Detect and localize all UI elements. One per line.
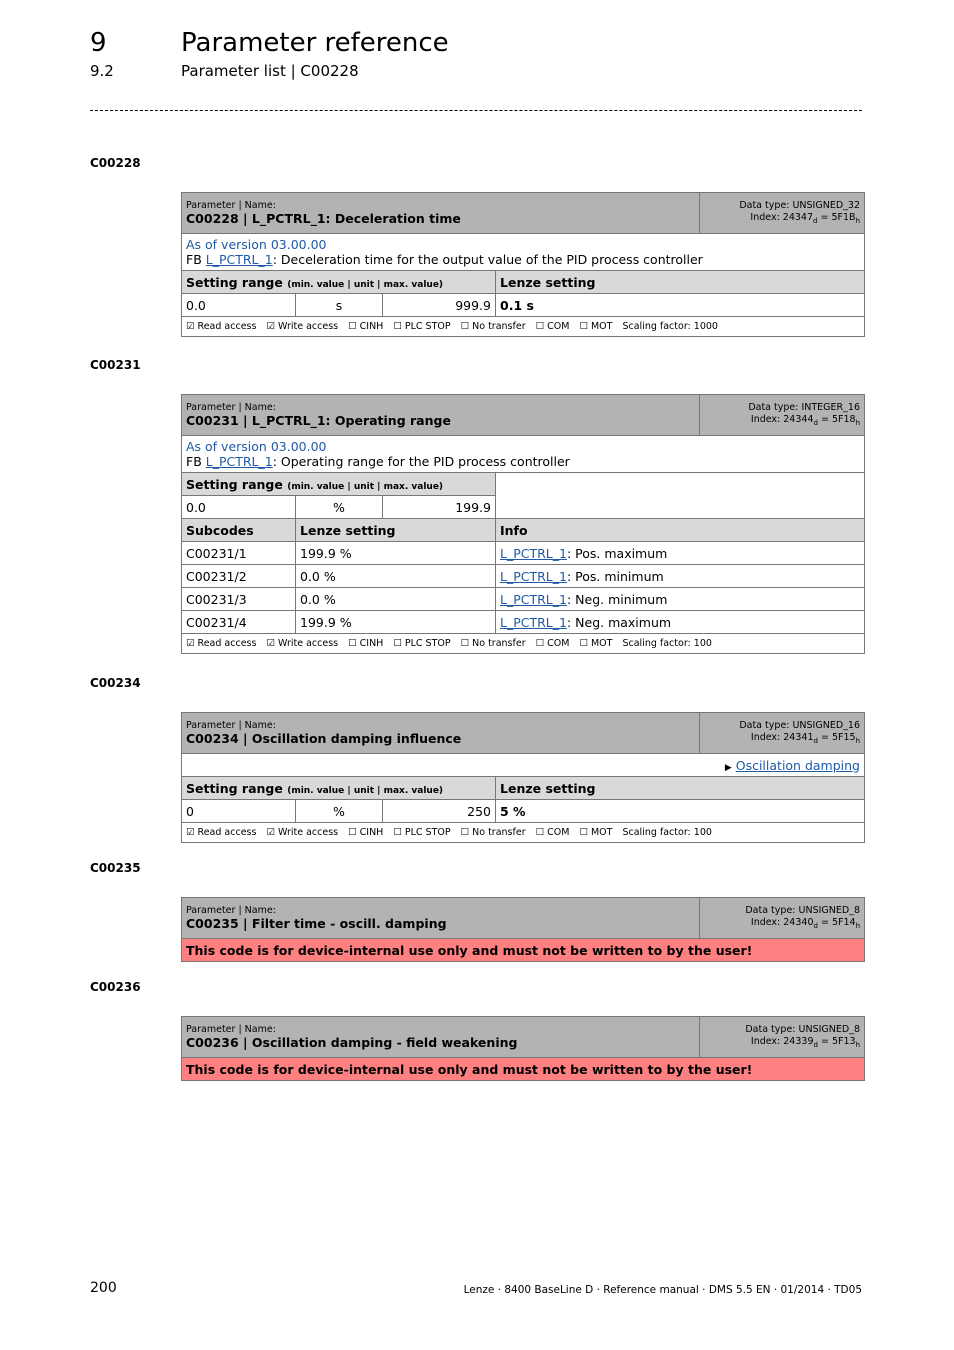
index-label: Index: xyxy=(750,211,783,223)
data-type-cell xyxy=(700,193,865,234)
data-type-cell xyxy=(700,898,865,939)
flag-cinh: ☐ CINH xyxy=(348,321,384,332)
param-table-c00228 xyxy=(181,192,865,337)
index-dec-suffix: d xyxy=(813,418,818,427)
subcode: C00231/2 xyxy=(182,565,296,588)
description-text: : Operating range for the PID process controller xyxy=(272,454,570,469)
index-label: Index: xyxy=(750,1035,784,1047)
chapter-number: 9 xyxy=(90,28,107,58)
data-type-label: Data type: xyxy=(748,401,802,413)
index-hex-suffix: h xyxy=(855,736,860,745)
header-divider xyxy=(90,110,862,111)
param-name: C00236 | Oscillation damping - field weakening xyxy=(186,1035,518,1050)
table-row xyxy=(182,588,865,611)
max-value: 999.9 xyxy=(383,294,496,317)
flag-notransfer: ☐ No transfer xyxy=(460,827,526,838)
index-dec-suffix: d xyxy=(813,921,818,930)
setting-range-header xyxy=(182,271,496,294)
index-hex-suffix: h xyxy=(855,921,860,930)
index-hex: 5F14 xyxy=(831,916,856,928)
lenze-setting-header: Lenze setting xyxy=(496,271,865,294)
oscillation-damping-link[interactable]: Oscillation damping xyxy=(735,757,860,773)
param-name: C00234 | Oscillation damping influence xyxy=(186,731,462,746)
subcode-lenze-header: Lenze setting xyxy=(296,519,496,542)
link-cell xyxy=(182,754,865,777)
index-hex-suffix: h xyxy=(855,1040,860,1049)
flags-row xyxy=(182,634,865,654)
setting-range-sub: (min. value | unit | max. value) xyxy=(287,481,444,492)
flag-notransfer: ☐ No transfer xyxy=(460,321,526,332)
flag-write: ☑ Write access xyxy=(266,321,339,332)
index-dec-suffix: d xyxy=(813,1040,818,1049)
flag-notransfer: ☐ No transfer xyxy=(460,638,526,649)
index-eq: = xyxy=(817,1035,832,1047)
param-name-label: Parameter | Name: xyxy=(186,1024,276,1035)
param-table-c00235 xyxy=(181,897,865,962)
flags-row xyxy=(182,823,865,843)
lenze-setting-header: Lenze setting xyxy=(496,777,865,800)
scaling-factor: Scaling factor: 1000 xyxy=(622,321,718,332)
flag-read: ☑ Read access xyxy=(186,638,257,649)
setting-range-label: Setting range xyxy=(186,780,283,796)
unit-value: % xyxy=(296,800,383,823)
flag-write: ☑ Write access xyxy=(266,638,339,649)
data-type-label: Data type: xyxy=(745,1023,799,1035)
data-type-cell xyxy=(700,1017,865,1058)
flag-mot: ☐ MOT xyxy=(579,827,613,838)
internal-use-warning: This code is for device-internal use only and must not be written to by the user! xyxy=(182,1058,865,1081)
info-link[interactable]: L_PCTRL_1 xyxy=(500,591,567,607)
data-type-cell xyxy=(700,713,865,754)
subcode-info xyxy=(496,542,865,565)
scaling-factor: Scaling factor: 100 xyxy=(622,827,712,838)
index-dec: 24341 xyxy=(783,731,814,743)
data-type-label: Data type: xyxy=(745,904,799,916)
index-hex: 5F15 xyxy=(831,731,856,743)
data-type-value: INTEGER_16 xyxy=(801,401,860,413)
index-dec-suffix: d xyxy=(813,736,818,745)
param-table-c00234 xyxy=(181,712,865,843)
subcode-info xyxy=(496,565,865,588)
flag-plcstop: ☐ PLC STOP xyxy=(393,638,451,649)
subcode-info xyxy=(496,588,865,611)
subcode: C00231/1 xyxy=(182,542,296,565)
index-dec: 24344 xyxy=(783,413,814,425)
info-header: Info xyxy=(496,519,865,542)
flag-plcstop: ☐ PLC STOP xyxy=(393,827,451,838)
param-name-label: Parameter | Name: xyxy=(186,720,276,731)
flag-plcstop: ☐ PLC STOP xyxy=(393,321,451,332)
code-heading-c00235: C00235 xyxy=(90,861,141,875)
internal-use-warning: This code is for device-internal use only and must not be written to by the user! xyxy=(182,939,865,962)
setting-range-header xyxy=(182,473,496,496)
setting-range-sub: (min. value | unit | max. value) xyxy=(287,279,444,290)
fb-link[interactable]: L_PCTRL_1 xyxy=(205,454,273,469)
empty-cell xyxy=(496,473,865,519)
lenze-setting-value: 5 % xyxy=(496,800,865,823)
table-row xyxy=(182,565,865,588)
param-name: C00228 | L_PCTRL_1: Deceleration time xyxy=(186,211,461,226)
flag-write: ☑ Write access xyxy=(266,827,339,838)
unit-value: s xyxy=(296,294,383,317)
info-link[interactable]: L_PCTRL_1 xyxy=(500,568,567,584)
data-type-label: Data type: xyxy=(739,199,793,211)
version-note: As of version 03.00.00 xyxy=(186,439,327,454)
subcode-lenze: 199.9 % xyxy=(296,542,496,565)
index-dec: 24339 xyxy=(783,1035,814,1047)
flag-read: ☑ Read access xyxy=(186,827,257,838)
param-table-c00236 xyxy=(181,1016,865,1081)
subcode: C00231/4 xyxy=(182,611,296,634)
info-text: : Neg. maximum xyxy=(566,614,672,630)
index-label: Index: xyxy=(750,731,784,743)
info-text: : Neg. minimum xyxy=(566,591,668,607)
section-number: 9.2 xyxy=(90,62,114,80)
param-name-label: Parameter | Name: xyxy=(186,905,276,916)
index-label: Index: xyxy=(750,413,784,425)
info-text: : Pos. maximum xyxy=(566,545,668,561)
param-name-label: Parameter | Name: xyxy=(186,402,276,413)
code-heading-c00236: C00236 xyxy=(90,980,141,994)
setting-range-label: Setting range xyxy=(186,476,283,492)
index-hex-suffix: h xyxy=(855,216,860,225)
index-eq: = xyxy=(817,413,832,425)
index-eq: = xyxy=(817,731,832,743)
code-heading-c00231: C00231 xyxy=(90,358,141,372)
min-value: 0 xyxy=(182,800,296,823)
subcode: C00231/3 xyxy=(182,588,296,611)
subcode-lenze: 199.9 % xyxy=(296,611,496,634)
index-hex: 5F1B xyxy=(831,211,856,223)
scaling-factor: Scaling factor: 100 xyxy=(622,638,712,649)
code-heading-c00234: C00234 xyxy=(90,676,141,690)
data-type-value: UNSIGNED_16 xyxy=(792,719,860,731)
flag-mot: ☐ MOT xyxy=(579,638,613,649)
param-name: C00231 | L_PCTRL_1: Operating range xyxy=(186,413,451,428)
data-type-value: UNSIGNED_8 xyxy=(798,904,860,916)
param-header xyxy=(182,193,700,234)
flag-read: ☑ Read access xyxy=(186,321,257,332)
table-row xyxy=(182,611,865,634)
page-number: 200 xyxy=(90,1280,117,1296)
description-cell xyxy=(182,234,865,271)
param-header xyxy=(182,1017,700,1058)
unit-value: % xyxy=(296,496,383,519)
subcode-info xyxy=(496,611,865,634)
min-value: 0.0 xyxy=(182,496,296,519)
data-type-label: Data type: xyxy=(739,719,793,731)
flag-com: ☐ COM xyxy=(535,638,570,649)
param-name-label: Parameter | Name: xyxy=(186,200,276,211)
flag-com: ☐ COM xyxy=(535,827,570,838)
fb-label: FB xyxy=(186,252,206,267)
param-header xyxy=(182,898,700,939)
index-dec: 24340 xyxy=(783,916,814,928)
index-hex-suffix: h xyxy=(855,418,860,427)
setting-range-sub: (min. value | unit | max. value) xyxy=(287,785,444,796)
min-value: 0.0 xyxy=(182,294,296,317)
index-hex: 5F13 xyxy=(831,1035,856,1047)
param-table-c00231 xyxy=(181,394,865,654)
footer-text: Lenze · 8400 BaseLine D · Reference manual · DMS 5.5 EN · 01/2014 · TD05 xyxy=(463,1284,862,1296)
info-text: : Pos. minimum xyxy=(566,568,664,584)
index-dec: 24347 xyxy=(782,211,814,223)
subcodes-header: Subcodes xyxy=(182,519,296,542)
flag-mot: ☐ MOT xyxy=(579,321,613,332)
index-dec-suffix: d xyxy=(813,216,818,225)
triangle-right-icon: ▶ xyxy=(724,762,732,773)
description-cell xyxy=(182,436,865,473)
subcode-lenze: 0.0 % xyxy=(296,565,496,588)
flags-row xyxy=(182,317,865,337)
fb-link[interactable]: L_PCTRL_1 xyxy=(205,252,273,267)
section-title: Parameter list | C00228 xyxy=(181,62,359,80)
index-hex: 5F18 xyxy=(831,413,856,425)
param-header xyxy=(182,713,700,754)
chapter-title: Parameter reference xyxy=(181,28,449,58)
flag-cinh: ☐ CINH xyxy=(348,638,384,649)
index-eq: = xyxy=(817,211,832,223)
data-type-value: UNSIGNED_8 xyxy=(798,1023,860,1035)
flag-cinh: ☐ CINH xyxy=(348,827,384,838)
info-link[interactable]: L_PCTRL_1 xyxy=(500,545,567,561)
fb-label: FB xyxy=(186,454,206,469)
subcode-lenze: 0.0 % xyxy=(296,588,496,611)
lenze-setting-value: 0.1 s xyxy=(496,294,865,317)
data-type-value: UNSIGNED_32 xyxy=(792,199,860,211)
index-eq: = xyxy=(817,916,832,928)
version-note: As of version 03.00.00 xyxy=(186,237,327,252)
data-type-cell xyxy=(700,395,865,436)
max-value: 250 xyxy=(383,800,496,823)
max-value: 199.9 xyxy=(383,496,496,519)
flag-com: ☐ COM xyxy=(535,321,570,332)
setting-range-label: Setting range xyxy=(186,274,283,290)
param-header xyxy=(182,395,700,436)
setting-range-header xyxy=(182,777,496,800)
index-label: Index: xyxy=(750,916,784,928)
param-name: C00235 | Filter time - oscill. damping xyxy=(186,916,447,931)
table-row xyxy=(182,542,865,565)
description-text: : Deceleration time for the output value of the PID process controller xyxy=(272,252,703,267)
code-heading-c00228: C00228 xyxy=(90,156,141,170)
info-link[interactable]: L_PCTRL_1 xyxy=(500,614,567,630)
